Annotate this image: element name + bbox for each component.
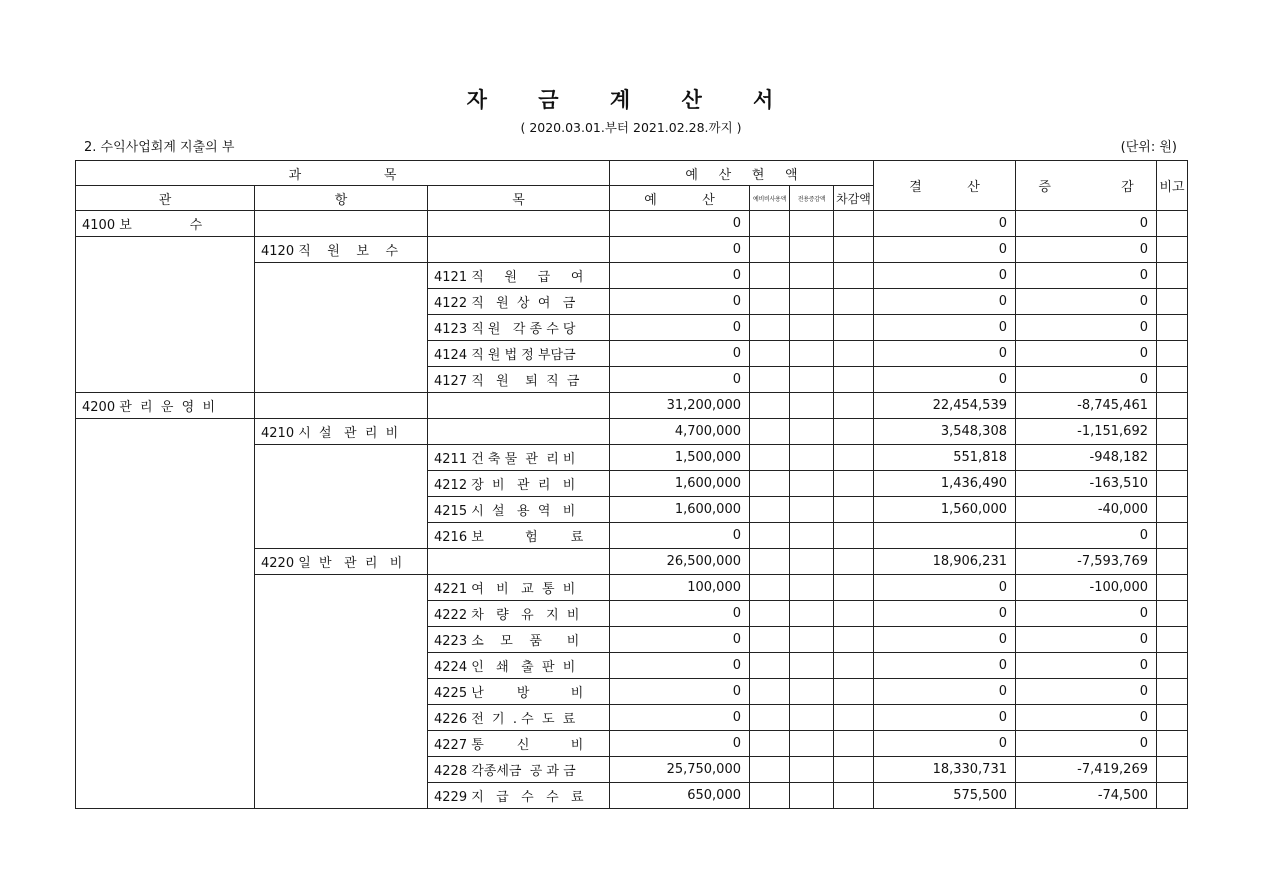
budget-cell: 4,700,000	[610, 419, 750, 445]
diff-cell	[834, 445, 874, 471]
budget-cell: 26,500,000	[610, 549, 750, 575]
change-cell: -7,593,769	[1016, 549, 1157, 575]
header-row-1	[76, 161, 1188, 186]
header-reserve: 예비비사용액	[750, 186, 790, 211]
note-cell	[1157, 367, 1188, 393]
reserve-cell	[750, 393, 790, 419]
diff-cell	[834, 341, 874, 367]
diff-cell	[834, 679, 874, 705]
settle-cell: 18,906,231	[874, 549, 1016, 575]
change-cell: -100,000	[1016, 575, 1157, 601]
hang-cell-empty	[255, 575, 428, 809]
mok-cell: 4222 차 량 유 지 비	[428, 601, 610, 627]
settle-cell: 0	[874, 341, 1016, 367]
mok-cell	[428, 237, 610, 263]
diff-cell	[834, 653, 874, 679]
diff-cell	[834, 289, 874, 315]
reserve-cell	[750, 471, 790, 497]
settle-cell: 3,548,308	[874, 419, 1016, 445]
note-cell	[1157, 731, 1188, 757]
settle-cell: 0	[874, 367, 1016, 393]
change-cell: 0	[1016, 705, 1157, 731]
header-settle: 결 산	[874, 161, 1016, 211]
mok-cell: 4123 직 원 각 종 수 당	[428, 315, 610, 341]
budget-cell: 0	[610, 367, 750, 393]
reserve-cell	[750, 419, 790, 445]
hang-cell-empty	[255, 445, 428, 549]
mok-cell: 4211 건 축 물 관 리 비	[428, 445, 610, 471]
note-cell	[1157, 705, 1188, 731]
transfer-cell	[790, 471, 834, 497]
transfer-cell	[790, 341, 834, 367]
note-cell	[1157, 471, 1188, 497]
budget-cell: 0	[610, 211, 750, 237]
note-cell	[1157, 601, 1188, 627]
reserve-cell	[750, 237, 790, 263]
note-cell	[1157, 445, 1188, 471]
reserve-cell	[750, 445, 790, 471]
hang-cell	[255, 393, 428, 419]
header-budget-group: 예 산 현 액	[610, 161, 874, 186]
header-transfer: 전용증감액	[790, 186, 834, 211]
transfer-cell	[790, 211, 834, 237]
budget-cell: 31,200,000	[610, 393, 750, 419]
note-cell	[1157, 263, 1188, 289]
transfer-cell	[790, 289, 834, 315]
budget-cell: 0	[610, 341, 750, 367]
note-cell	[1157, 679, 1188, 705]
settle-cell: 0	[874, 315, 1016, 341]
note-cell	[1157, 783, 1188, 809]
budget-cell: 0	[610, 289, 750, 315]
budget-cell: 0	[610, 237, 750, 263]
transfer-cell	[790, 783, 834, 809]
change-cell: 0	[1016, 237, 1157, 263]
diff-cell	[834, 211, 874, 237]
mok-cell	[428, 419, 610, 445]
diff-cell	[834, 393, 874, 419]
mok-cell: 4227 통 신 비	[428, 731, 610, 757]
mok-cell: 4212 장 비 관 리 비	[428, 471, 610, 497]
diff-cell	[834, 601, 874, 627]
mok-cell: 4124 직 원 법 정 부담금	[428, 341, 610, 367]
budget-cell: 1,500,000	[610, 445, 750, 471]
settle-cell: 1,436,490	[874, 471, 1016, 497]
diff-cell	[834, 523, 874, 549]
budget-cell: 0	[610, 523, 750, 549]
settle-cell: 0	[874, 289, 1016, 315]
settle-cell: 0	[874, 575, 1016, 601]
budget-cell: 1,600,000	[610, 471, 750, 497]
reserve-cell	[750, 757, 790, 783]
transfer-cell	[790, 367, 834, 393]
gwan-cell: 4200 관 리 운 영 비	[76, 393, 255, 419]
transfer-cell	[790, 757, 834, 783]
transfer-cell	[790, 575, 834, 601]
settle-cell: 18,330,731	[874, 757, 1016, 783]
note-cell	[1157, 211, 1188, 237]
reserve-cell	[750, 731, 790, 757]
transfer-cell	[790, 653, 834, 679]
hang-cell: 4210 시 설 관 리 비	[255, 419, 428, 445]
table-row	[76, 419, 1188, 445]
reserve-cell	[750, 627, 790, 653]
settle-cell: 0	[874, 653, 1016, 679]
gwan-cell: 4100 보 수	[76, 211, 255, 237]
table-row	[76, 211, 1188, 237]
settle-cell: 0	[874, 705, 1016, 731]
table-row	[76, 237, 1188, 263]
diff-cell	[834, 549, 874, 575]
change-cell: -40,000	[1016, 497, 1157, 523]
transfer-cell	[790, 445, 834, 471]
note-cell	[1157, 653, 1188, 679]
fund-statement-table	[75, 160, 1188, 809]
change-cell: 0	[1016, 315, 1157, 341]
header-hang: 항	[255, 186, 428, 211]
note-cell	[1157, 523, 1188, 549]
reserve-cell	[750, 679, 790, 705]
note-cell	[1157, 315, 1188, 341]
change-cell: 0	[1016, 731, 1157, 757]
diff-cell	[834, 705, 874, 731]
change-cell: 0	[1016, 289, 1157, 315]
transfer-cell	[790, 497, 834, 523]
mok-cell: 4225 난 방 비	[428, 679, 610, 705]
statement-title: 자 금 계 산 서	[466, 88, 796, 112]
diff-cell	[834, 315, 874, 341]
transfer-cell	[790, 705, 834, 731]
header-gwan: 관	[76, 186, 255, 211]
mok-cell: 4221 여 비 교 통 비	[428, 575, 610, 601]
settle-cell: 0	[874, 237, 1016, 263]
note-cell	[1157, 419, 1188, 445]
mok-cell: 4127 직 원 퇴 직 금	[428, 367, 610, 393]
budget-cell: 0	[610, 653, 750, 679]
mok-cell: 4216 보 험 료	[428, 523, 610, 549]
diff-cell	[834, 497, 874, 523]
note-cell	[1157, 393, 1188, 419]
diff-cell	[834, 367, 874, 393]
diff-cell	[834, 731, 874, 757]
change-cell: 0	[1016, 367, 1157, 393]
transfer-cell	[790, 419, 834, 445]
transfer-cell	[790, 523, 834, 549]
note-cell	[1157, 289, 1188, 315]
header-diff: 차감액	[834, 186, 874, 211]
reserve-cell	[750, 601, 790, 627]
mok-cell	[428, 549, 610, 575]
settle-cell: 0	[874, 679, 1016, 705]
settle-cell: 22,454,539	[874, 393, 1016, 419]
change-cell: 0	[1016, 341, 1157, 367]
mok-cell: 4122 직 원 상 여 금	[428, 289, 610, 315]
mok-cell: 4224 인 쇄 출 판 비	[428, 653, 610, 679]
budget-cell: 1,600,000	[610, 497, 750, 523]
diff-cell	[834, 419, 874, 445]
reserve-cell	[750, 341, 790, 367]
reserve-cell	[750, 575, 790, 601]
change-cell: -948,182	[1016, 445, 1157, 471]
transfer-cell	[790, 263, 834, 289]
note-cell	[1157, 575, 1188, 601]
section-label: 2. 수익사업회계 지출의 부	[84, 140, 235, 155]
reserve-cell	[750, 783, 790, 809]
settle-cell: 0	[874, 627, 1016, 653]
reserve-cell	[750, 289, 790, 315]
transfer-cell	[790, 601, 834, 627]
change-cell: 0	[1016, 679, 1157, 705]
change-cell: 0	[1016, 523, 1157, 549]
note-cell	[1157, 237, 1188, 263]
transfer-cell	[790, 237, 834, 263]
settle-cell: 1,560,000	[874, 497, 1016, 523]
diff-cell	[834, 263, 874, 289]
transfer-cell	[790, 627, 834, 653]
mok-cell	[428, 211, 610, 237]
hang-cell: 4220 일 반 관 리 비	[255, 549, 428, 575]
hang-cell: 4120 직 원 보 수	[255, 237, 428, 263]
diff-cell	[834, 575, 874, 601]
settle-cell: 0	[874, 731, 1016, 757]
change-cell: -74,500	[1016, 783, 1157, 809]
reserve-cell	[750, 653, 790, 679]
transfer-cell	[790, 393, 834, 419]
transfer-cell	[790, 731, 834, 757]
change-cell: 0	[1016, 263, 1157, 289]
header-change: 증 감	[1016, 161, 1157, 211]
reserve-cell	[750, 705, 790, 731]
hang-cell-empty	[255, 263, 428, 393]
budget-cell: 0	[610, 679, 750, 705]
budget-cell: 0	[610, 601, 750, 627]
budget-cell: 0	[610, 705, 750, 731]
statement-period: ( 2020.03.01.부터 2021.02.28.까지 )	[520, 120, 742, 135]
diff-cell	[834, 237, 874, 263]
change-cell: -7,419,269	[1016, 757, 1157, 783]
gwan-cell-empty	[76, 237, 255, 393]
diff-cell	[834, 471, 874, 497]
reserve-cell	[750, 211, 790, 237]
change-cell: -8,745,461	[1016, 393, 1157, 419]
budget-cell: 25,750,000	[610, 757, 750, 783]
mok-cell	[428, 393, 610, 419]
diff-cell	[834, 783, 874, 809]
reserve-cell	[750, 549, 790, 575]
reserve-cell	[750, 367, 790, 393]
settle-cell: 0	[874, 601, 1016, 627]
mok-cell: 4228 각종세금 공 과 금	[428, 757, 610, 783]
diff-cell	[834, 627, 874, 653]
mok-cell: 4215 시 설 용 역 비	[428, 497, 610, 523]
header-gwamok: 과 목	[76, 161, 610, 186]
note-cell	[1157, 627, 1188, 653]
reserve-cell	[750, 523, 790, 549]
unit-label: (단위: 원)	[1120, 140, 1177, 155]
change-cell: 0	[1016, 211, 1157, 237]
settle-cell	[874, 523, 1016, 549]
transfer-cell	[790, 549, 834, 575]
mok-cell: 4229 지 급 수 수 료	[428, 783, 610, 809]
settle-cell: 0	[874, 263, 1016, 289]
change-cell: 0	[1016, 601, 1157, 627]
change-cell: -163,510	[1016, 471, 1157, 497]
budget-cell: 650,000	[610, 783, 750, 809]
gwan-cell-empty	[76, 419, 255, 809]
note-cell	[1157, 497, 1188, 523]
budget-cell: 100,000	[610, 575, 750, 601]
note-cell	[1157, 757, 1188, 783]
change-cell: 0	[1016, 653, 1157, 679]
budget-cell: 0	[610, 315, 750, 341]
mok-cell: 4223 소 모 품 비	[428, 627, 610, 653]
transfer-cell	[790, 679, 834, 705]
change-cell: 0	[1016, 627, 1157, 653]
budget-cell: 0	[610, 731, 750, 757]
reserve-cell	[750, 263, 790, 289]
header-budget: 예 산	[610, 186, 750, 211]
change-cell: -1,151,692	[1016, 419, 1157, 445]
header-mok: 목	[428, 186, 610, 211]
transfer-cell	[790, 315, 834, 341]
settle-cell: 575,500	[874, 783, 1016, 809]
note-cell	[1157, 549, 1188, 575]
header-note: 비고	[1157, 161, 1188, 211]
settle-cell: 0	[874, 211, 1016, 237]
mok-cell: 4226 전 기 . 수 도 료	[428, 705, 610, 731]
diff-cell	[834, 757, 874, 783]
reserve-cell	[750, 315, 790, 341]
budget-cell: 0	[610, 263, 750, 289]
settle-cell: 551,818	[874, 445, 1016, 471]
table-row	[76, 393, 1188, 419]
hang-cell	[255, 211, 428, 237]
reserve-cell	[750, 497, 790, 523]
note-cell	[1157, 341, 1188, 367]
budget-cell: 0	[610, 627, 750, 653]
mok-cell: 4121 직 원 급 여	[428, 263, 610, 289]
